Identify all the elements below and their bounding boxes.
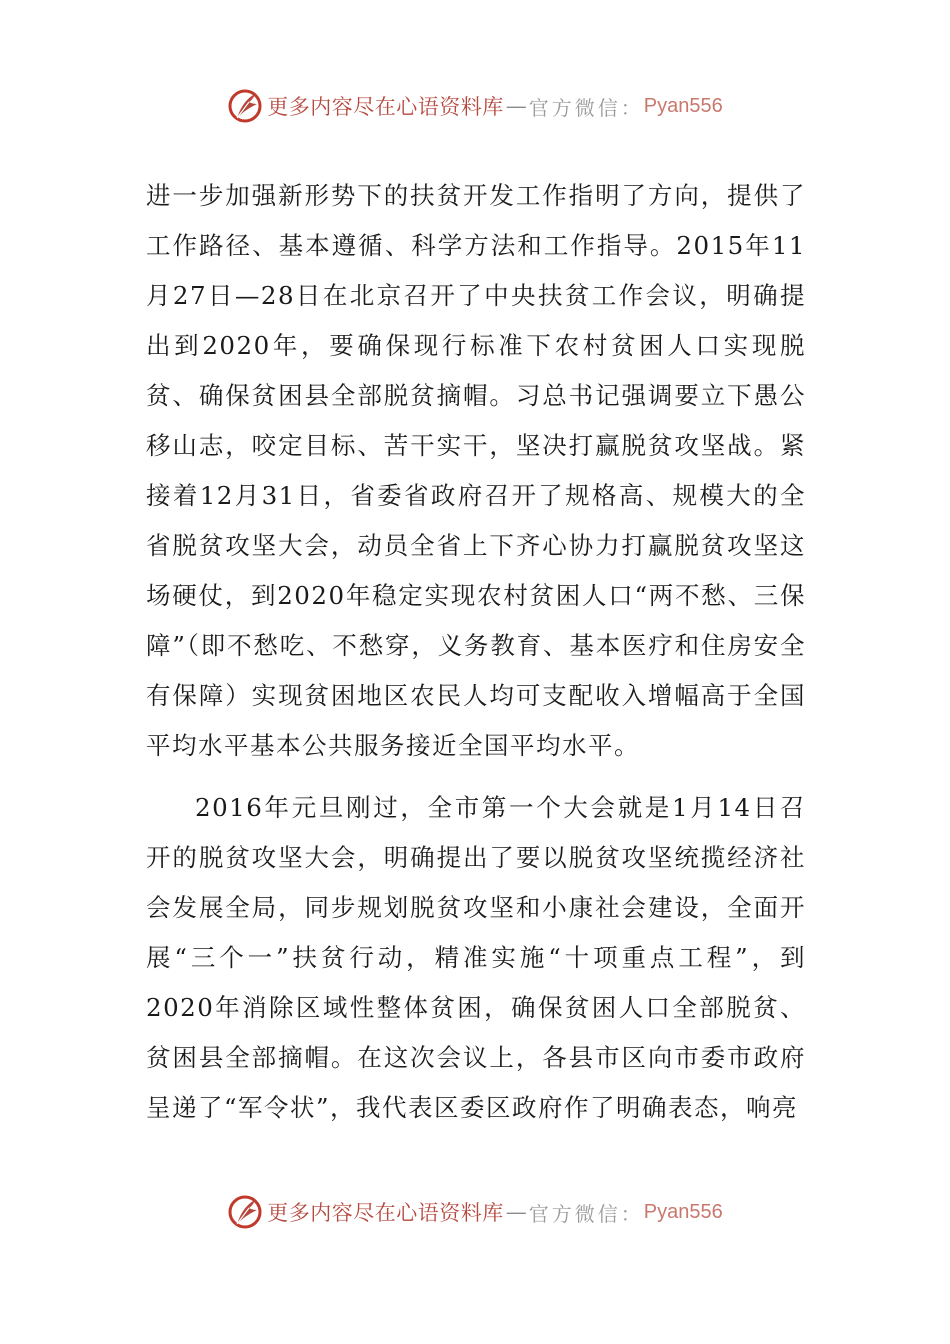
footer-separator: — bbox=[505, 1200, 527, 1224]
footer-wechat-id: Pyan556 bbox=[643, 1200, 723, 1223]
feather-logo-icon bbox=[227, 1194, 263, 1230]
header-site-text: 更多内容尽在心语资料库 bbox=[267, 95, 504, 119]
header-wechat-id: Pyan556 bbox=[643, 94, 723, 117]
footer-wechat-label: 官方微信： bbox=[528, 1201, 644, 1226]
page-footer-banner bbox=[0, 1190, 950, 1234]
header-wechat-label: 官方微信： bbox=[528, 95, 644, 120]
paragraph-1: 进一步加强新形势下的扶贫开发工作指明了方向，提供了工作路径、基本遵循、科学方法和工作指导。2015年11月27日—28日在北京召开了中央扶贫工作会议，明确提出到2020年，要确保现行标准下农村贫困人口实现脱贫、确保贫困县全部脱贫摘帽。习总书记强调要立下愚公移山志，咬定目标、苦干实干，坚决打赢脱贫攻坚战。紧接着12月31日，省委省政府召开了规格高、规模大的全省脱贫攻坚大会，动员全省上下齐心协力打赢脱贫攻坚这场硬仗，到2020年稳定实现农村贫困人口“两不愁、三保障”（即不愁吃、不愁穿，义务教育、基本医疗和住房安全有保障）实现贫困地区农民人均可支配收入增幅高于全国平均水平基本公共服务接近全国平均水平。 bbox=[146, 181, 806, 760]
document-body bbox=[146, 171, 806, 1133]
footer-site-text: 更多内容尽在心语资料库 bbox=[267, 1201, 504, 1225]
header-separator: — bbox=[505, 94, 527, 118]
page-header-banner bbox=[0, 84, 950, 128]
feather-logo-icon bbox=[227, 88, 263, 124]
paragraph-2: 2016年元旦刚过，全市第一个大会就是1月14日召开的脱贫攻坚大会，明确提出了要以脱贫攻坚统揽经济社会发展全局，同步规划脱贫攻坚和小康社会建设，全面开展“三个一”扶贫行动，精准实施“十项重点工程”，到2020年消除区域性整体贫困，确保贫困人口全部脱贫、贫困县全部摘帽。在这次会议上，各县市区向市委市政府呈递了“军令状”，我代表区委区政府作了明确表态，响亮 bbox=[146, 793, 806, 1122]
